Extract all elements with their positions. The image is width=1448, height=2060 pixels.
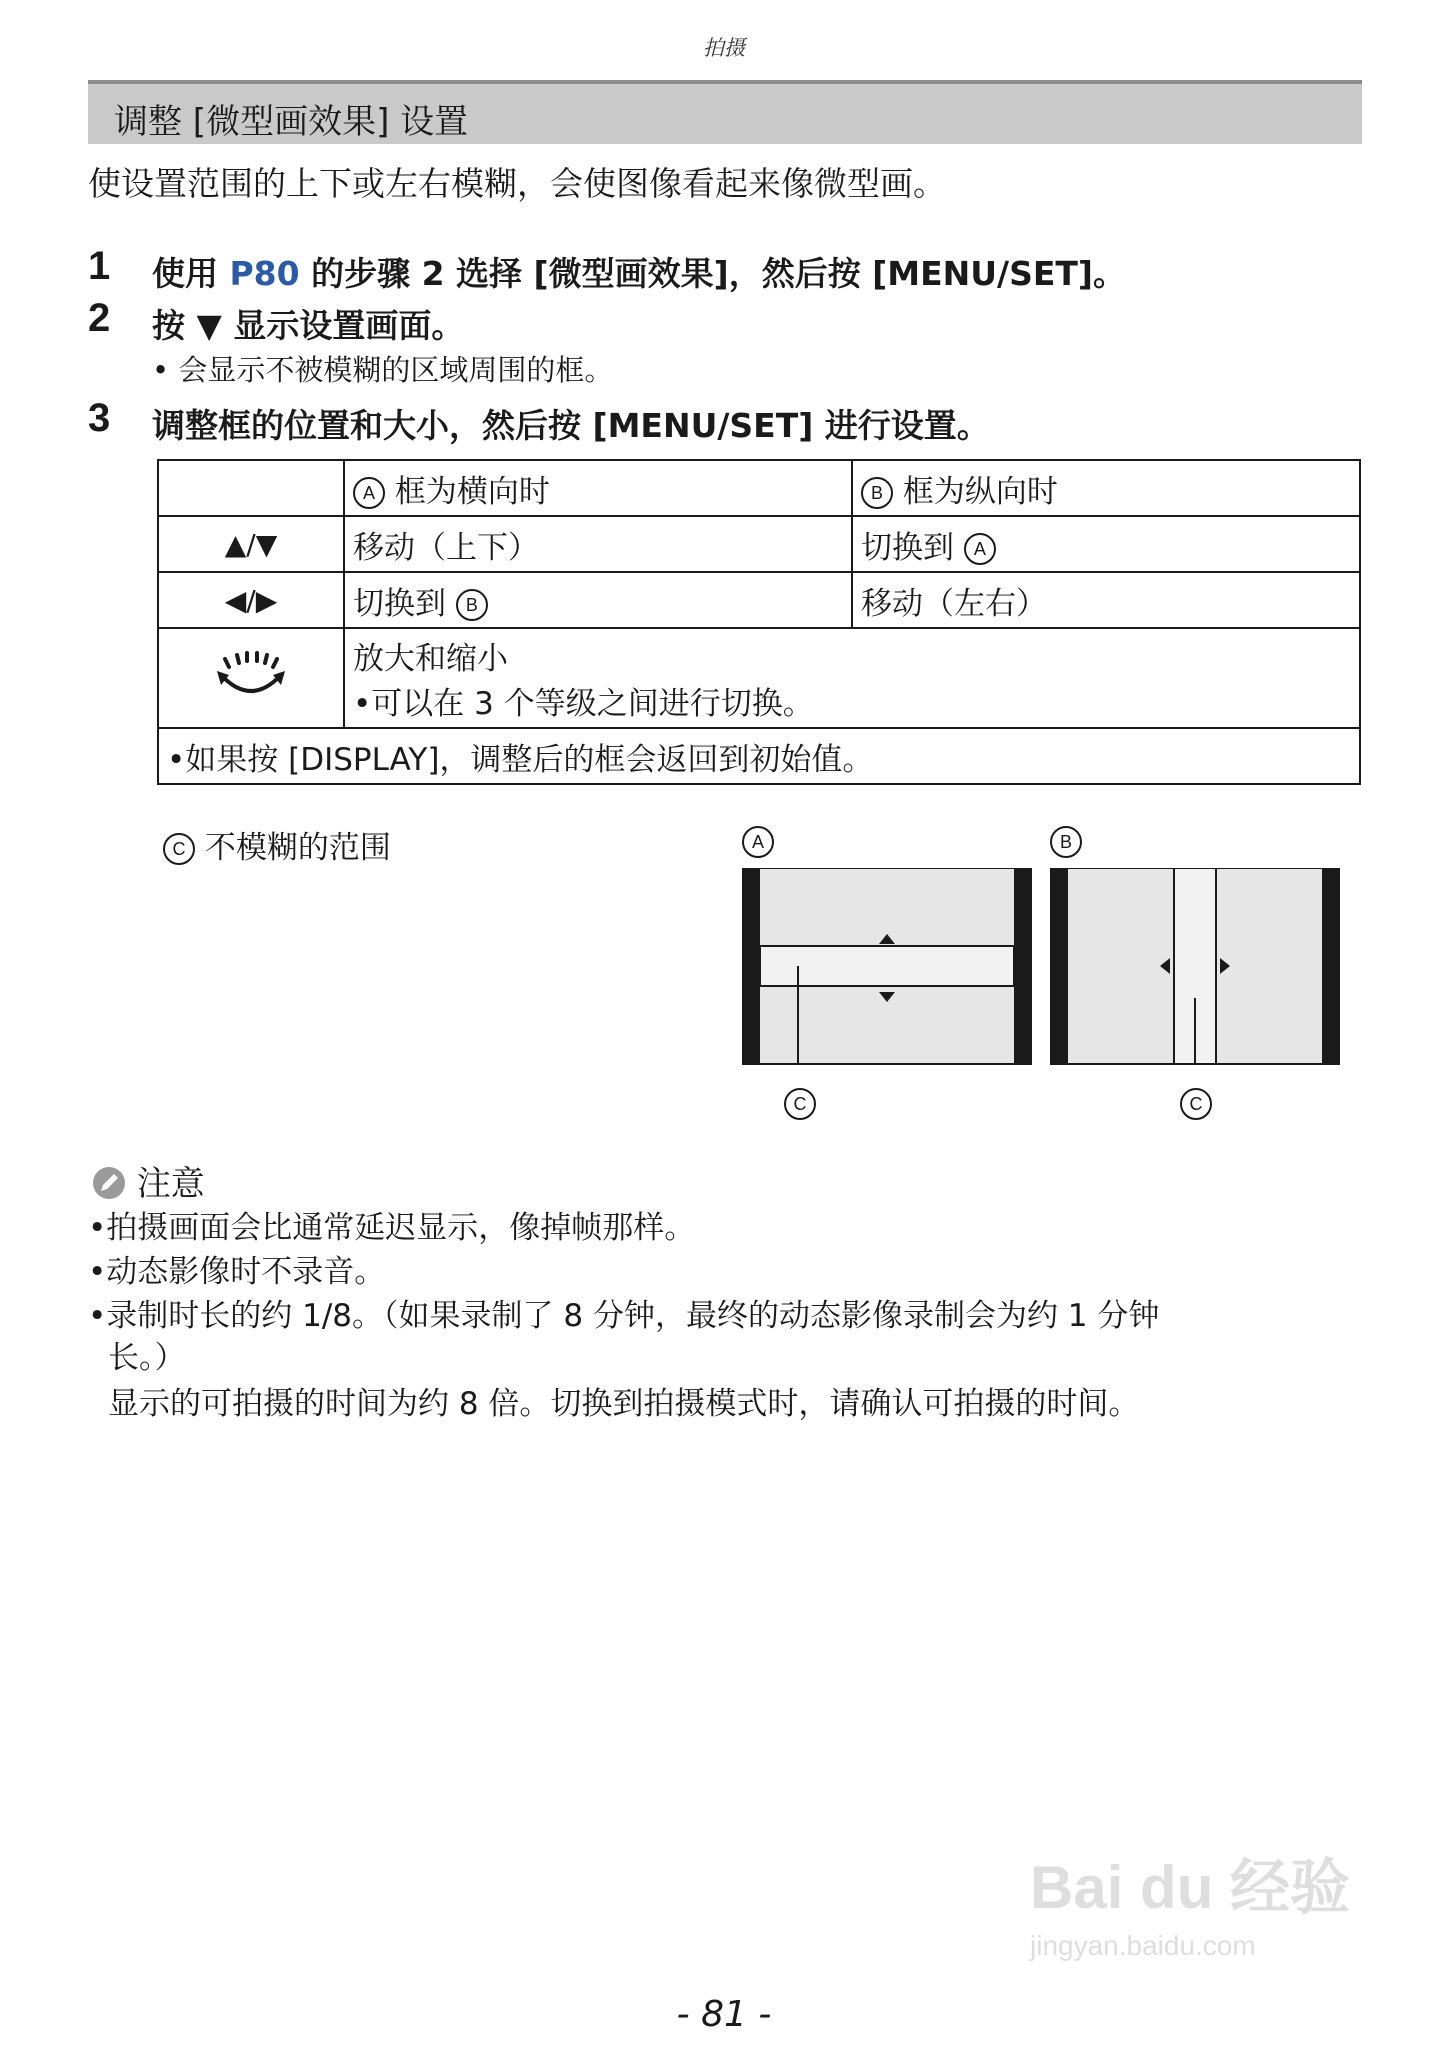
cell-b xyxy=(852,516,1360,572)
zoom-line-2: •可以在 3 个等级之间进行切换。 xyxy=(353,686,814,722)
pencil-note-icon xyxy=(92,1166,126,1200)
figure-c-label-a xyxy=(784,1088,816,1120)
mark-b: B xyxy=(456,589,488,621)
page-number: - 81 - xyxy=(676,1994,772,2035)
header-a xyxy=(344,460,852,516)
mark-c: C xyxy=(163,833,195,865)
zoom-lever-icon xyxy=(158,628,344,728)
watermark-url: jingyan.baidu.com xyxy=(1030,1930,1256,1961)
cell-a xyxy=(344,572,852,628)
cell-a: 移动（上下） xyxy=(344,516,852,572)
step-2 xyxy=(88,296,110,341)
diagram-vertical-frame xyxy=(1050,868,1340,1068)
mark-c: C xyxy=(1180,1088,1212,1120)
table-corner xyxy=(158,460,344,516)
note-item: •动态影像时不录音。 xyxy=(88,1254,386,1290)
operations-table xyxy=(157,459,1361,785)
cell-b-label: 切换到 xyxy=(861,529,954,566)
legend-c xyxy=(163,822,391,867)
step-2-sub: • 会显示不被模糊的区域周围的框。 xyxy=(152,353,614,387)
cell-b: 移动（左右） xyxy=(852,572,1360,628)
step-number: 3 xyxy=(88,396,111,440)
watermark-logo: Bai du 经验 xyxy=(1030,1854,1351,1921)
mark-c: C xyxy=(784,1088,816,1120)
left-border xyxy=(1050,868,1068,1064)
step-1 xyxy=(88,244,110,289)
note-heading xyxy=(92,1156,205,1205)
mark-a: A xyxy=(742,826,774,858)
mark-b: B xyxy=(861,477,893,509)
header-b xyxy=(852,460,1360,516)
step-3 xyxy=(88,396,110,441)
table-footer: •如果按 [DISPLAY]，调整后的框会返回到初始值。 xyxy=(158,728,1360,784)
zoom-lever-icon xyxy=(211,645,291,705)
step-number: 2 xyxy=(88,296,111,340)
step-1-pre: 使用 xyxy=(152,254,230,293)
mark-a: A xyxy=(964,533,996,565)
key-up-down: ▲/▼ xyxy=(158,516,344,572)
header-b-label: 框为纵向时 xyxy=(902,473,1058,510)
left-border xyxy=(742,868,760,1064)
table-row xyxy=(158,516,1360,572)
figure-c-label-b xyxy=(1180,1088,1212,1120)
header-a-label: 框为横向时 xyxy=(394,473,550,510)
note-item-cont: 显示的可拍摄的时间为约 8 倍。切换到拍摄模式时，请确认可拍摄的时间。 xyxy=(108,1386,1140,1422)
step-1-post: 的步骤 2 选择 [微型画效果]，然后按 [MENU/SET]。 xyxy=(299,254,1127,293)
table-header-row xyxy=(158,460,1360,516)
right-border xyxy=(1014,868,1032,1064)
step-2-text: 按 ▼ 显示设置画面。 xyxy=(152,306,465,345)
section-title: 调整 [微型画效果] 设置 xyxy=(114,102,469,142)
table-row xyxy=(158,572,1360,628)
figure-a-label xyxy=(742,826,774,858)
intro-text: 使设置范围的上下或左右模糊，会使图像看起来像微型画。 xyxy=(88,164,946,203)
note-title: 注意 xyxy=(136,1164,205,1204)
table-row xyxy=(158,628,1360,728)
diagram-horizontal-frame xyxy=(742,868,1032,1068)
note-item: •录制时长的约 1/8。（如果录制了 8 分钟，最终的动态影像录制会为约 1 分钟 xyxy=(88,1298,1160,1334)
step-1-text xyxy=(152,248,1126,295)
legend-c-text: 不模糊的范围 xyxy=(204,830,391,866)
zoom-line-1: 放大和缩小 xyxy=(353,641,508,677)
right-border xyxy=(1322,868,1340,1064)
mark-b: B xyxy=(1050,826,1082,858)
page-link-p80[interactable]: P80 xyxy=(229,254,300,293)
note-item-cont: 长。） xyxy=(108,1340,186,1376)
mark-a: A xyxy=(353,477,385,509)
note-item: •拍摄画面会比通常延迟显示，像掉帧那样。 xyxy=(88,1210,696,1246)
figure-b-label xyxy=(1050,826,1082,858)
step-3-text: 调整框的位置和大小，然后按 [MENU/SET] 进行设置。 xyxy=(152,406,990,445)
table-footer-row xyxy=(158,728,1360,784)
step-number: 1 xyxy=(88,244,111,288)
cell-a-label: 切换到 xyxy=(353,585,446,622)
running-header: 拍摄 xyxy=(703,36,745,60)
zoom-description xyxy=(344,628,1360,728)
key-left-right: ◀/▶ xyxy=(158,572,344,628)
